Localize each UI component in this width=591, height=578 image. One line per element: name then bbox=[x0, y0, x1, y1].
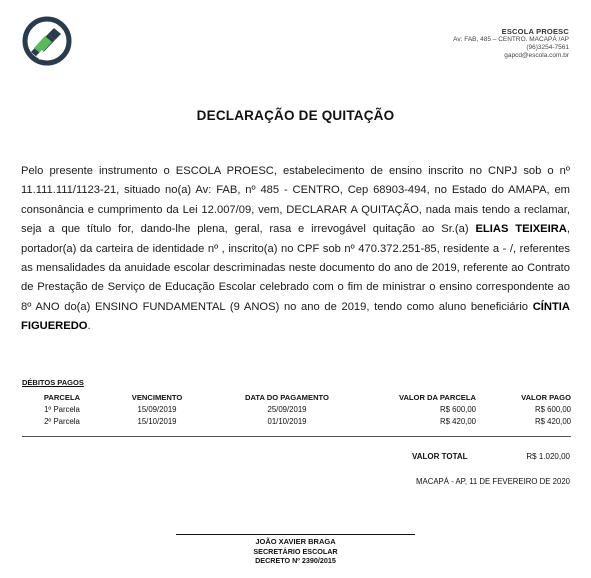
cell-vencimento: 15/09/2019 bbox=[137, 405, 177, 414]
cell-valor-pago: R$ 420,00 bbox=[535, 417, 571, 426]
debits-title: DÉBITOS PAGOS bbox=[22, 378, 84, 387]
debits-header-row bbox=[22, 393, 571, 404]
cell-valor-parcela: R$ 600,00 bbox=[440, 405, 476, 414]
cell-parcela: 1º Parcela bbox=[44, 405, 80, 414]
cell-valor-parcela: R$ 420,00 bbox=[440, 417, 476, 426]
total-label: VALOR TOTAL bbox=[412, 452, 468, 461]
header-valor-pago: VALOR PAGO bbox=[521, 393, 571, 402]
school-logo bbox=[22, 16, 72, 66]
school-phone: (96)3254-7561 bbox=[526, 44, 569, 52]
table-divider bbox=[22, 436, 571, 437]
debits-table bbox=[22, 393, 571, 428]
table-row bbox=[22, 404, 571, 416]
school-email: gapcd@escola.com.br bbox=[504, 52, 569, 60]
table-row bbox=[22, 416, 571, 428]
student-name: CÍNTIA FIGUEREDO bbox=[21, 300, 570, 333]
cell-parcela: 2º Parcela bbox=[44, 417, 80, 426]
signature-line bbox=[176, 534, 415, 535]
cell-data-pagamento: 25/09/2019 bbox=[267, 405, 307, 414]
signatory-name: JOÃO XAVIER BRAGA bbox=[255, 537, 336, 546]
body-part-3: . bbox=[87, 320, 91, 333]
cell-data-pagamento: 01/10/2019 bbox=[267, 417, 307, 426]
document-title: DECLARAÇÃO DE QUITAÇÃO bbox=[196, 108, 395, 123]
cell-valor-pago: R$ 600,00 bbox=[535, 405, 571, 414]
body-part-2: , portador(a) da carteira de identidade nº , inscrito(a) no CPF sob nº 470.372.251-85, residente a - /, referentes as mensalidades da anuidade escolar descriminadas neste documento do ano de 2019, referente ao Contrato de Prestação de Serviço de Educação Escolar celebrado com o fim de ministrar o ensino correspondente ao 8º ANO do(a) ENSINO FUNDAMENTAL (9 ANOS) no ano de 2019, tendo como aluno beneficiário bbox=[21, 223, 570, 313]
header-parcela: PARCELA bbox=[43, 393, 81, 402]
header-valor-parcela: VALOR DA PARCELA bbox=[398, 393, 476, 402]
body-part-1: Pelo presente instrumento o ESCOLA PROESC, estabelecimento de ensino inscrito no CNPJ sob o nº 11.111.111/1123-21, situado no(a) Av: FAB, nº 485 - CENTRO, Cep 68903-494, no Estado do AMAPA, em consonância e cumprimento da Lei 12.007/09, vem, DECLARAR A QUITAÇÃO, nada mais tendo a reclamar, seja a que título for, dando-lhe plena, geral, rasa e irrevogável quitação ao Sr.(a) bbox=[21, 165, 570, 236]
place-date: MACAPÁ - AP, 11 DE FEVEREIRO DE 2020 bbox=[416, 477, 570, 486]
school-name: ESCOLA PROESC bbox=[501, 27, 569, 36]
declaration-body bbox=[21, 162, 570, 337]
header-data-pagamento: DATA DO PAGAMENTO bbox=[245, 393, 329, 402]
cell-vencimento: 15/10/2019 bbox=[137, 417, 177, 426]
school-header bbox=[453, 27, 569, 61]
signatory-role: SECRETÁRIO ESCOLAR bbox=[253, 547, 338, 556]
total-value: R$ 1.020,00 bbox=[526, 452, 570, 461]
guardian-name: ELIAS TEIXEIRA bbox=[475, 223, 567, 236]
school-address: Av: FAB, 485 – CENTRO. MACAPÁ /AP bbox=[453, 36, 569, 43]
header-vencimento: VENCIMENTO bbox=[131, 393, 183, 402]
signatory-decree: DECRETO Nº 2390/2015 bbox=[255, 556, 336, 565]
